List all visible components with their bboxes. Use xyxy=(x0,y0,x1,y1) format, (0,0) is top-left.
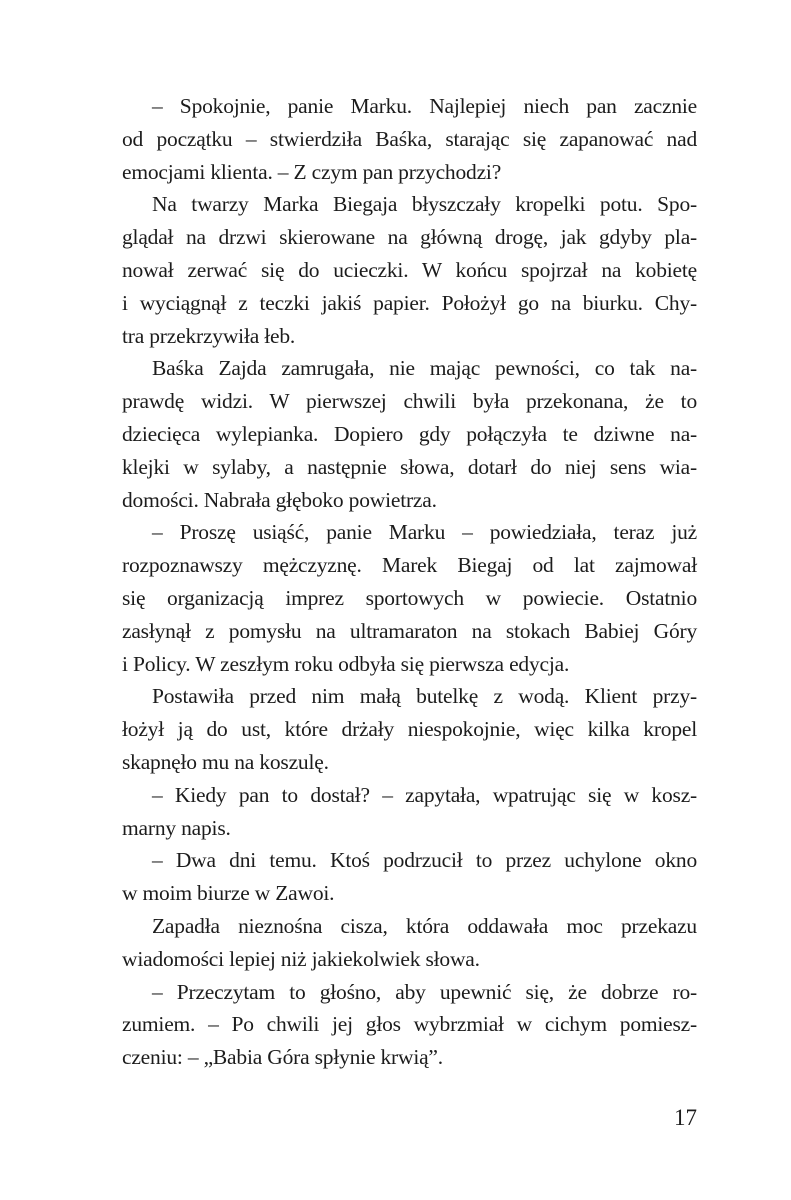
text-line: klejki w sylaby, a następnie słowa, dotarł do niej sens wia- xyxy=(122,454,697,479)
text-line: glądał na drzwi skierowane na główną drogę, jak gdyby pla- xyxy=(122,225,697,250)
text-line: – Dwa dni temu. Ktoś podrzucił to przez uchylone okno xyxy=(152,848,697,873)
text-line: – Kiedy pan to dostał? – zapytała, wpatrując się w kosz- xyxy=(152,782,697,807)
text-line: łożył ją do ust, które drżały niespokojnie, więc kilka kropel xyxy=(122,717,697,742)
text-line: Postawiła przed nim małą butelkę z wodą. Klient przy- xyxy=(152,684,697,709)
text-line: zasłynął z pomysłu na ultramaraton na stokach Babiej Góry xyxy=(122,618,697,643)
text-line: Baśka Zajda zamrugała, nie mając pewności, co tak na- xyxy=(152,356,697,381)
text-line: emocjami klienta. – Z czym pan przychodzi? xyxy=(122,159,502,184)
page-number: 17 xyxy=(674,1105,697,1130)
text-line: nował zerwać się do ucieczki. W końcu spojrzał na kobietę xyxy=(122,257,697,282)
text-line: Zapadła nieznośna cisza, która oddawała moc przekazu xyxy=(152,913,697,938)
text-line: – Proszę usiąść, panie Marku – powiedziała, teraz już xyxy=(152,520,697,545)
text-line: czeniu: – „Babia Góra spłynie krwią”. xyxy=(122,1045,443,1070)
text-line: zumiem. – Po chwili jej głos wybrzmiał w cichym pomiesz- xyxy=(122,1012,697,1037)
text-line: dziecięca wylepianka. Dopiero gdy połączyła te dziwne na- xyxy=(122,421,697,446)
text-line: i wyciągnął z teczki jakiś papier. Położył go na biurku. Chy- xyxy=(122,290,697,315)
text-line: Na twarzy Marka Biegaja błyszczały kropelki potu. Spo- xyxy=(152,192,697,217)
text-line: – Przeczytam to głośno, aby upewnić się, że dobrze ro- xyxy=(152,979,697,1004)
text-line: marny napis. xyxy=(122,815,231,840)
text-line: się organizacją imprez sportowych w powiecie. Ostatnio xyxy=(122,585,697,610)
text-line: tra przekrzywiła łeb. xyxy=(122,323,296,348)
text-line: od początku – stwierdziła Baśka, starając się zapanować nad xyxy=(122,126,697,151)
text-line: i Policy. W zeszłym roku odbyła się pierwsza edycja. xyxy=(122,651,570,676)
text-line: skapnęło mu na koszulę. xyxy=(122,749,329,774)
text-line: domości. Nabrała głęboko powietrza. xyxy=(122,487,437,512)
text-line: prawdę widzi. W pierwszej chwili była przekonana, że to xyxy=(122,389,697,414)
body-text xyxy=(122,90,697,1074)
text-line: wiadomości lepiej niż jakiekolwiek słowa. xyxy=(122,946,480,971)
text-line: rozpoznawszy mężczyznę. Marek Biegaj od lat zajmował xyxy=(122,553,697,578)
text-line: w moim biurze w Zawoi. xyxy=(122,881,335,906)
text-line: – Spokojnie, panie Marku. Najlepiej niech pan zacznie xyxy=(152,94,697,118)
